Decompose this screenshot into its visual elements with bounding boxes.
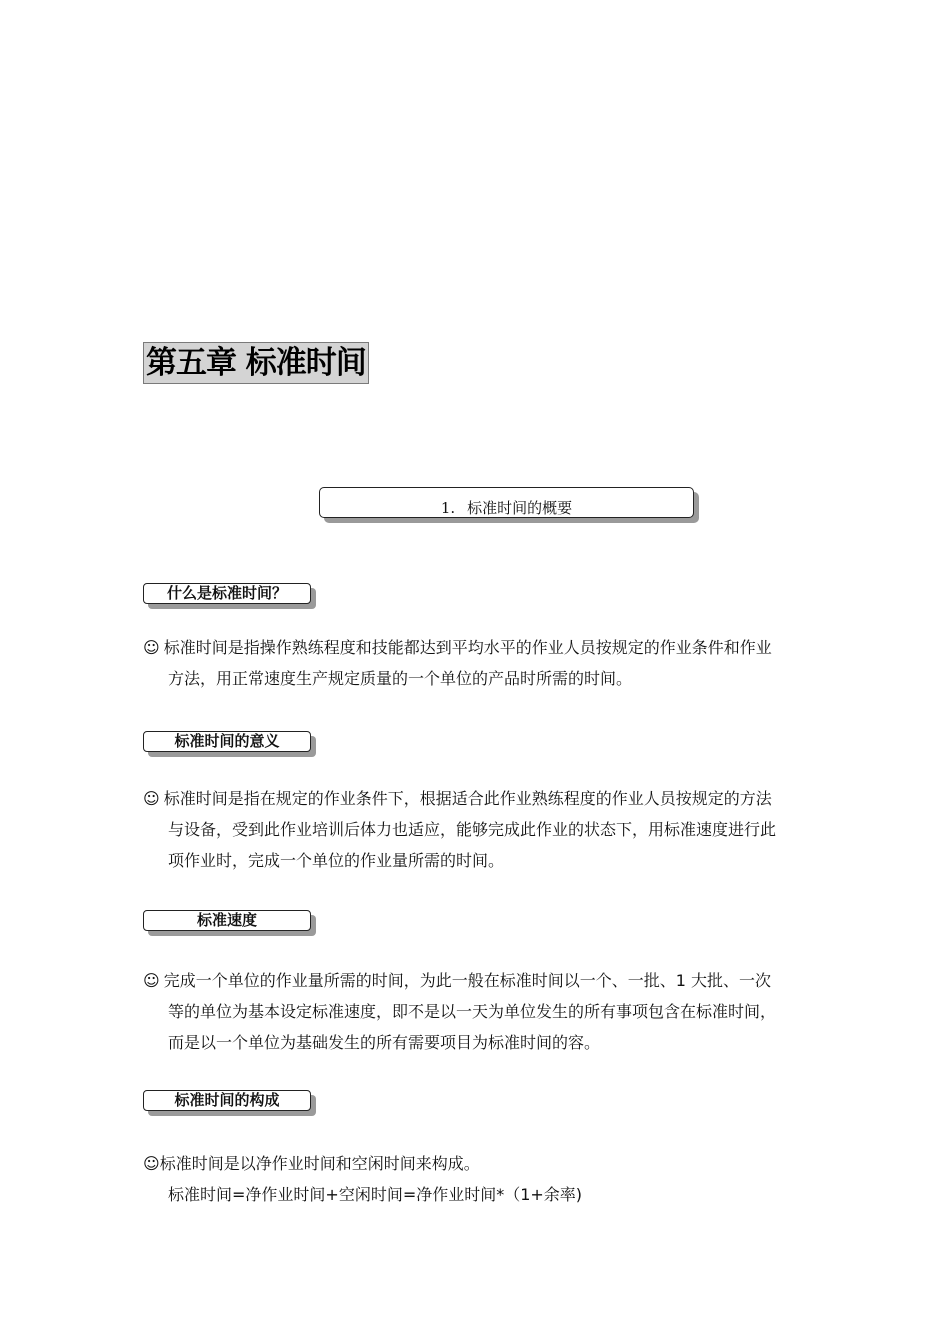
paragraph-line: 而是以一个单位为基础发生的所有需要项目为标准时间的容。 (168, 1033, 601, 1052)
paragraph-line (143, 632, 813, 663)
label-standard-speed: 标准速度 (143, 910, 311, 931)
paragraph-text: 标准时间是以净作业时间和空闲时间来构成。 (159, 1154, 480, 1173)
paragraph-line (143, 783, 813, 814)
section-title: 标准时间的概要 (467, 499, 573, 517)
paragraph-line (143, 1148, 813, 1179)
paragraph-line (143, 965, 813, 996)
paragraph-text: 完成一个单位的作业量所需的时间，为此一般在标准时间以一个、一批、1 大批、一次 (163, 971, 771, 990)
paragraph-standard-speed (143, 965, 813, 1058)
paragraph-line: 项作业时，完成一个单位的作业量所需的时间。 (168, 851, 505, 870)
paragraph-line: 与设备，受到此作业培训后体力也适应，能够完成此作业的状态下，用标准速度进行此 (168, 820, 777, 839)
section-number: 1. (440, 499, 456, 517)
smiley-icon: ☺ (143, 638, 160, 657)
paragraph-line: 等的单位为基本设定标准速度，即不是以一天为单位发生的所有事项包含在标准时间， (168, 1002, 777, 1021)
paragraph-what-is-standard-time (143, 632, 813, 694)
chapter-title: 第五章 标准时间 (143, 342, 369, 384)
smiley-icon: ☺ (143, 971, 160, 990)
section-heading-box (319, 487, 694, 518)
paragraph-text: 标准时间是指操作熟练程度和技能都达到平均水平的作业人员按规定的作业条件和作业 (163, 638, 772, 657)
paragraph-meaning-of-standard-time (143, 783, 813, 876)
smiley-icon: ☺ (143, 1154, 160, 1173)
label-what-is-standard-time: 什么是标准时间？ (143, 583, 311, 604)
formula-line: 标准时间=净作业时间+空闲时间=净作业时间*（1+余率) (168, 1185, 583, 1204)
smiley-icon: ☺ (143, 789, 160, 808)
label-meaning-of-standard-time: 标准时间的意义 (143, 731, 311, 752)
label-composition-of-standard-time: 标准时间的构成 (143, 1090, 311, 1111)
paragraph-line: 方法，用正常速度生产规定质量的一个单位的产品时所需的时间。 (168, 669, 633, 688)
paragraph-composition-of-standard-time (143, 1148, 813, 1210)
paragraph-text: 标准时间是指在规定的作业条件下，根据适合此作业熟练程度的作业人员按规定的方法 (163, 789, 772, 808)
